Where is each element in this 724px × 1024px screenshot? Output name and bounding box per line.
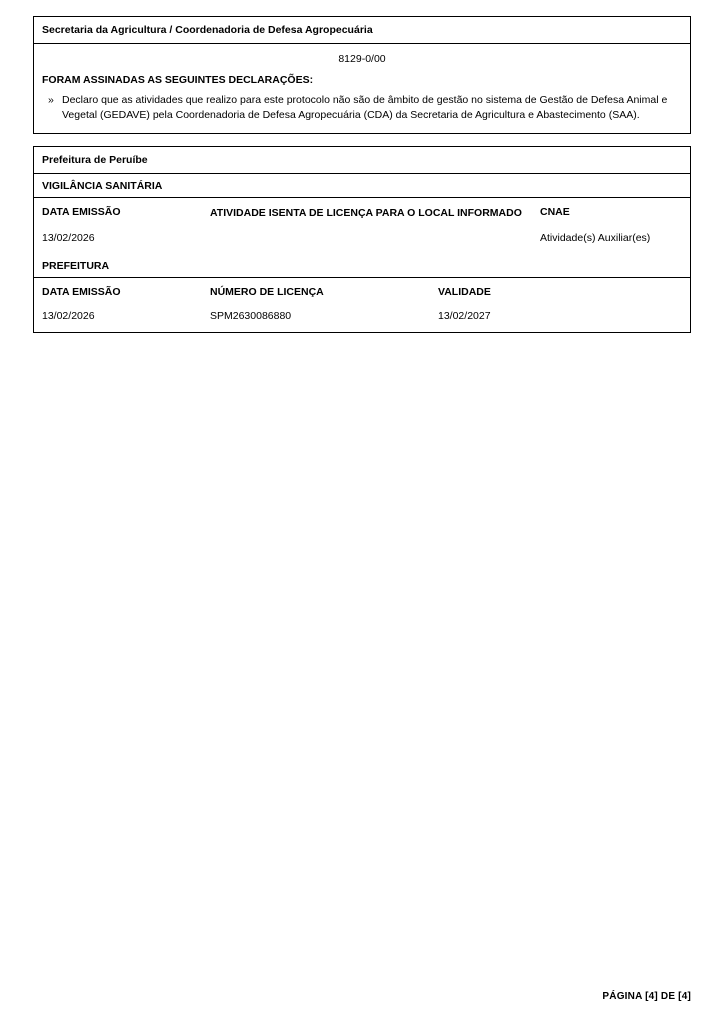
prefeitura-section	[33, 146, 691, 333]
vigilancia-values-row	[34, 226, 690, 254]
value-atividade-isenta	[210, 232, 540, 244]
column-header-cnae: CNAE	[540, 205, 570, 218]
prefeitura-column-headers	[34, 278, 690, 304]
page-footer: PÁGINA [4] DE [4]	[602, 991, 691, 1002]
vigilancia-column-headers	[34, 198, 690, 226]
declaration-item	[42, 93, 682, 123]
value-data-emissao-2: 13/02/2026	[42, 309, 95, 322]
agriculture-section-body	[34, 44, 690, 133]
column-header-atividade-isenta: ATIVIDADE ISENTA DE LICENÇA PARA O LOCAL INFORMADO	[210, 206, 522, 219]
prefeitura-section-title: Prefeitura de Peruíbe	[34, 147, 690, 174]
vigilancia-sanitaria-heading: VIGILÂNCIA SANITÁRIA	[34, 174, 690, 198]
column-header-numero-licenca: NÚMERO DE LICENÇA	[210, 285, 324, 298]
column-header-data-emissao: DATA EMISSÃO	[42, 205, 121, 218]
prefeitura-values-row	[34, 304, 690, 332]
column-header-validade: VALIDADE	[438, 285, 491, 298]
prefeitura-heading: PREFEITURA	[34, 254, 690, 278]
value-numero-licenca: SPM2630086880	[210, 309, 292, 322]
declaration-text: Declaro que as atividades que realizo para este protocolo não são de âmbito de gestão no sistema de Gestão de Defesa Animal e Vegetal (GEDAVE) pela Coordenadoria de Defesa Agropecuária (CDA) da Secretaria de Agricultura e Abastecimento (SAA).	[62, 93, 668, 121]
column-header-data-emissao-2: DATA EMISSÃO	[42, 285, 121, 298]
value-data-emissao: 13/02/2026	[42, 231, 95, 244]
agriculture-section-title: Secretaria da Agricultura / Coordenadoria de Defesa Agropecuária	[34, 17, 690, 44]
bullet-icon: »	[48, 93, 54, 106]
value-validade: 13/02/2027	[438, 309, 491, 322]
value-cnae: Atividade(s) Auxiliar(es)	[540, 231, 651, 244]
cnae-code: 8129-0/00	[338, 52, 386, 65]
agriculture-section	[33, 16, 691, 134]
declarations-heading: FORAM ASSINADAS AS SEGUINTES DECLARAÇÕES:	[42, 73, 314, 86]
